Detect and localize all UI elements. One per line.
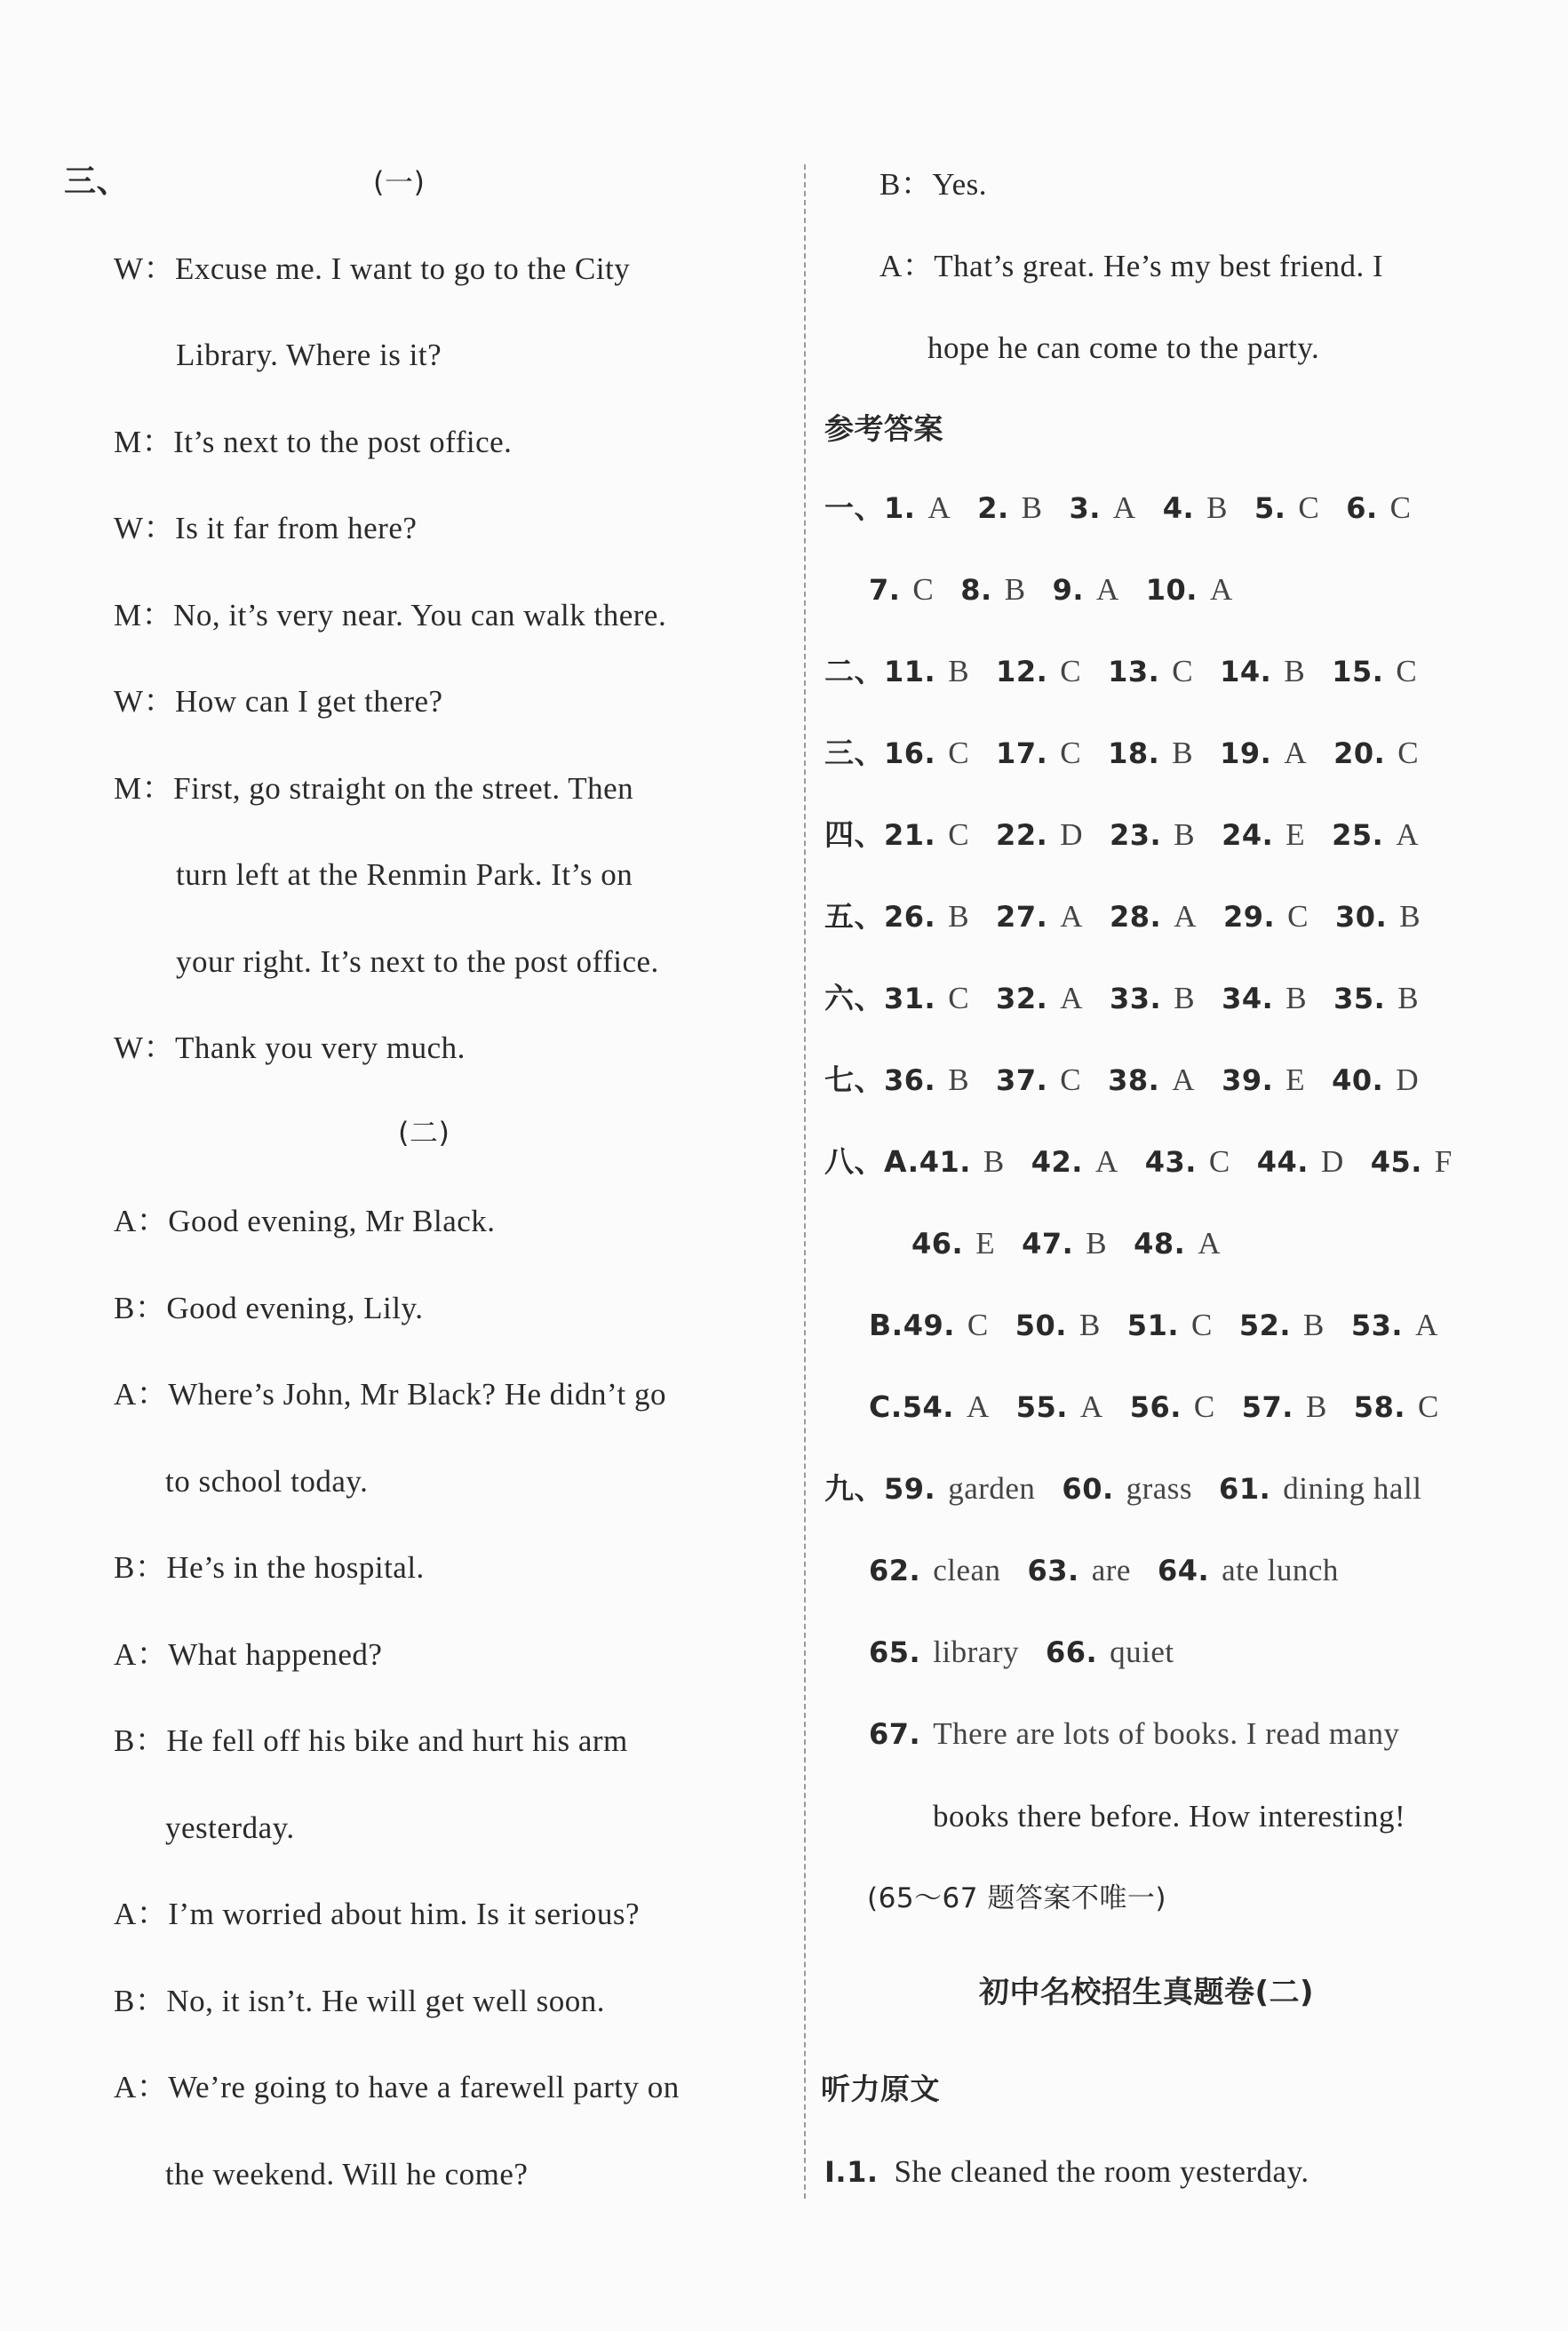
dialog-line: B：No, it isn’t. He will get well soon.	[114, 1984, 606, 2018]
question-number: 52.	[1238, 1309, 1292, 1342]
answer-value: A	[1198, 1226, 1222, 1261]
answer-value: B	[1285, 981, 1308, 1015]
question-number: 30.	[1335, 900, 1388, 934]
answer-row-prefix: C.	[869, 1389, 903, 1424]
answer-row-prefix: 七、	[824, 1062, 884, 1097]
answer-value: ate lunch	[1222, 1553, 1339, 1587]
question-number: 67.	[869, 1717, 921, 1751]
question-number: 6.	[1346, 491, 1378, 525]
answer-value: A	[1396, 817, 1420, 852]
section-label: 三、	[64, 163, 130, 200]
question-number: 18.	[1108, 736, 1160, 770]
answer-value: clean	[933, 1553, 1001, 1587]
dialog-line: yesterday.	[165, 1810, 295, 1845]
dialog-line: A：We’re going to have a farewell party on	[114, 2070, 680, 2104]
answer-value: E	[975, 1226, 996, 1261]
question-number: 50.	[1015, 1309, 1067, 1342]
question-number: 17.	[996, 736, 1048, 770]
answer-value: grass	[1126, 1471, 1193, 1506]
question-number: 58.	[1353, 1390, 1405, 1424]
part1-title: (一)	[373, 165, 426, 199]
answer-value: garden	[948, 1471, 1036, 1506]
answer-value: B	[983, 1144, 1005, 1179]
listening-sentence: She cleaned the room yesterday.	[894, 2154, 1309, 2189]
dialog-line: the weekend. Will he come?	[165, 2157, 529, 2192]
question-number: 36.	[884, 1063, 936, 1097]
answer-value: D	[1320, 1144, 1344, 1179]
answer-value: A	[966, 1389, 990, 1424]
dialog-line: W：Is it far from here?	[114, 511, 418, 545]
answer-row	[824, 490, 1412, 526]
dialog-line: B：He fell off his bike and hurt his arm	[114, 1723, 628, 1758]
question-number: 25.	[1332, 818, 1384, 852]
answer-value: C	[1397, 736, 1420, 770]
answer-row-prefix: 一、	[824, 490, 884, 525]
dialog-line: A：What happened?	[114, 1637, 383, 1672]
question-number: 44.	[1256, 1145, 1309, 1179]
answer-value: B	[1284, 654, 1306, 688]
question-number: 62.	[869, 1554, 921, 1587]
question-number: 56.	[1129, 1390, 1182, 1424]
answer-value: C	[948, 981, 970, 1015]
question-number: 54.	[902, 1390, 954, 1424]
question-number: 49.	[903, 1309, 955, 1342]
answer-value: A	[1060, 981, 1084, 1015]
answer-value: E	[1285, 817, 1306, 852]
question-number: 41.	[919, 1145, 971, 1179]
question-number: 27.	[996, 900, 1048, 934]
question-number: 57.	[1241, 1390, 1293, 1424]
answer-row	[869, 572, 1233, 608]
dialog-line: to school today.	[165, 1464, 369, 1499]
listening-item	[824, 2154, 1309, 2190]
answer-row-prefix: 二、	[824, 654, 884, 688]
answer-value: D	[1060, 817, 1084, 852]
listening-heading: 听力原文	[821, 2072, 940, 2106]
answer-value: C	[1298, 490, 1320, 525]
answer-value: A	[1112, 490, 1136, 525]
answer-value: B	[1086, 1226, 1108, 1261]
dialog-line: M：No, it’s very near. You can walk there.	[114, 598, 667, 632]
answers-heading: 参考答案	[824, 411, 943, 446]
answer-value: B	[948, 1062, 970, 1097]
dialog-line: Library. Where is it?	[176, 338, 442, 372]
dialog-line: B：Yes.	[880, 167, 988, 202]
question-number: 8.	[960, 573, 992, 607]
answer-value: C	[1208, 1144, 1230, 1179]
answer-value: A	[1415, 1308, 1438, 1342]
column-divider	[804, 164, 806, 2199]
answer-row	[869, 1635, 1174, 1670]
question-number: 10.	[1145, 573, 1198, 607]
answer-row-prefix: 三、	[824, 736, 884, 770]
answer-value: B	[1174, 817, 1196, 852]
question-number: 31.	[884, 982, 936, 1015]
answer-value: C	[1060, 1062, 1082, 1097]
answer-row-prefix: 八、A.	[824, 1144, 919, 1179]
dialog-line: M：It’s next to the post office.	[114, 425, 513, 459]
exam-title: 初中名校招生真题卷(二)	[979, 1975, 1315, 2010]
answer-value: C	[1396, 654, 1418, 688]
question-number: 42.	[1031, 1145, 1083, 1179]
question-number: 55.	[1015, 1390, 1068, 1424]
answer-row	[824, 817, 1419, 853]
question-number: 33.	[1110, 982, 1162, 1015]
question-number: 61.	[1219, 1472, 1271, 1506]
question-number: 13.	[1108, 655, 1160, 688]
answer-row	[824, 736, 1419, 771]
answer-value: There are lots of books. I read many	[933, 1716, 1400, 1751]
dialog-line: your right. It’s next to the post office.	[176, 944, 659, 979]
answer-row-prefix: B.	[869, 1308, 903, 1342]
answer-value: A	[1209, 572, 1233, 607]
answer-row-prefix: 四、	[824, 817, 884, 852]
question-number: 11.	[884, 655, 936, 688]
answer-row	[869, 1553, 1339, 1588]
dialog-line: A：Where’s John, Mr Black? He didn’t go	[114, 1377, 666, 1412]
answer-value: A	[1172, 1062, 1196, 1097]
question-number: 64.	[1157, 1554, 1210, 1587]
question-number: 20.	[1333, 736, 1386, 770]
answer-value: C	[1060, 736, 1082, 770]
question-number: 39.	[1222, 1063, 1274, 1097]
answer-value: dining hall	[1283, 1471, 1422, 1506]
answer-row	[824, 981, 1419, 1016]
answer-row	[824, 899, 1421, 935]
answer-value: B	[1399, 899, 1421, 934]
answer-value: A	[1095, 572, 1119, 607]
question-number: 2.	[977, 491, 1009, 525]
dialog-line: W：Thank you very much.	[114, 1030, 466, 1065]
question-number: 14.	[1220, 655, 1272, 688]
answer-row	[869, 1716, 1400, 1752]
answer-row-prefix: 六、	[824, 981, 884, 1015]
question-number: 9.	[1052, 573, 1084, 607]
dialog-line: A：That’s great. He’s my best friend. I	[880, 249, 1384, 283]
answer-row-prefix: 九、	[824, 1471, 884, 1506]
answer-value: A	[1284, 736, 1308, 770]
question-number: 47.	[1022, 1227, 1074, 1261]
question-number: 63.	[1027, 1554, 1079, 1587]
question-number: 43.	[1144, 1145, 1197, 1179]
dialog-line: W：Excuse me. I want to go to the City	[114, 251, 631, 286]
question-number: 40.	[1332, 1063, 1384, 1097]
answer-value: are	[1091, 1553, 1131, 1587]
question-number: 24.	[1222, 818, 1274, 852]
answer-value: A	[1060, 899, 1084, 934]
listening-section-prefix: Ⅰ.	[824, 2155, 848, 2189]
answer-value: B	[1174, 981, 1196, 1015]
question-number: 5.	[1254, 491, 1286, 525]
answer-value: C	[1193, 1389, 1215, 1424]
question-number: 59.	[884, 1472, 936, 1506]
question-number: 60.	[1062, 1472, 1114, 1506]
question-number: 37.	[996, 1063, 1048, 1097]
answer-value: B	[1305, 1389, 1327, 1424]
answer-row	[824, 1144, 1453, 1180]
question-number: 4.	[1162, 491, 1195, 525]
answer-value: C	[1389, 490, 1412, 525]
answer-row	[869, 1308, 1438, 1343]
answer-value: C	[948, 817, 970, 852]
answer-value: C	[1060, 654, 1082, 688]
question-number: 26.	[884, 900, 936, 934]
question-number: 7.	[869, 573, 901, 607]
question-number: 35.	[1333, 982, 1386, 1015]
answer-67-continued: books there before. How interesting!	[933, 1799, 1406, 1834]
answer-value: A	[927, 490, 951, 525]
answer-row-prefix: 五、	[824, 899, 884, 934]
dialog-line: W：How can I get there?	[114, 684, 443, 719]
question-number: 45.	[1370, 1145, 1422, 1179]
question-number: 1.	[847, 2155, 879, 2189]
answer-value: B	[1021, 490, 1043, 525]
answer-value: C	[912, 572, 935, 607]
answer-value: E	[1285, 1062, 1306, 1097]
question-number: 66.	[1045, 1635, 1098, 1669]
answer-row	[824, 1471, 1421, 1507]
answer-row	[824, 1062, 1419, 1098]
dialog-line: B：He’s in the hospital.	[114, 1550, 425, 1585]
question-number: 29.	[1222, 900, 1276, 934]
question-number: 48.	[1134, 1227, 1186, 1261]
part2-title: (二)	[398, 1116, 450, 1150]
answer-value: A	[1079, 1389, 1103, 1424]
answer-value: C	[1287, 899, 1309, 934]
question-number: 28.	[1110, 900, 1162, 934]
answer-value: B	[948, 654, 970, 688]
answer-value: D	[1396, 1062, 1420, 1097]
answer-value: F	[1434, 1144, 1453, 1179]
question-number: 53.	[1350, 1309, 1404, 1342]
answer-value: C	[1172, 654, 1194, 688]
question-number: 12.	[996, 655, 1048, 688]
answer-value: C	[1417, 1389, 1439, 1424]
answer-value: B	[1078, 1308, 1101, 1342]
question-number: 15.	[1332, 655, 1384, 688]
answer-value: C	[967, 1308, 989, 1342]
dialog-line: turn left at the Renmin Park. It’s on	[176, 857, 633, 892]
question-number: 21.	[884, 818, 936, 852]
question-number: 32.	[996, 982, 1048, 1015]
answer-value: C	[948, 736, 970, 770]
answer-value: C	[1190, 1308, 1213, 1342]
answer-value: A	[1174, 899, 1197, 934]
dialog-line: A：I’m worried about him. Is it serious?	[114, 1897, 641, 1931]
answer-value: B	[1303, 1308, 1325, 1342]
question-number: 19.	[1220, 736, 1272, 770]
answer-row	[911, 1226, 1221, 1261]
question-number: 46.	[911, 1227, 964, 1261]
question-number: 23.	[1110, 818, 1162, 852]
answer-row	[824, 654, 1417, 689]
answer-note: (65～67 题答案不唯一)	[867, 1882, 1166, 1914]
answer-value: B	[1397, 981, 1420, 1015]
question-number: 51.	[1126, 1309, 1179, 1342]
answer-value: library	[933, 1635, 1019, 1669]
question-number: 3.	[1069, 491, 1101, 525]
question-number: 38.	[1108, 1063, 1160, 1097]
answer-row	[869, 1389, 1439, 1425]
dialog-line: hope he can come to the party.	[927, 330, 1320, 365]
dialog-line: B：Good evening, Lily.	[114, 1291, 424, 1325]
answer-value: B	[1004, 572, 1026, 607]
dialog-line: A：Good evening, Mr Black.	[114, 1204, 496, 1238]
question-number: 16.	[884, 736, 936, 770]
answer-value: B	[948, 899, 970, 934]
question-number: 22.	[996, 818, 1048, 852]
dialog-line: M：First, go straight on the street. Then	[114, 771, 634, 806]
question-number: 1.	[884, 491, 916, 525]
answer-value: quiet	[1110, 1635, 1174, 1669]
answer-value: B	[1172, 736, 1194, 770]
question-number: 65.	[869, 1635, 921, 1669]
question-number: 34.	[1222, 982, 1274, 1015]
answer-value: A	[1094, 1144, 1118, 1179]
answer-value: B	[1206, 490, 1228, 525]
